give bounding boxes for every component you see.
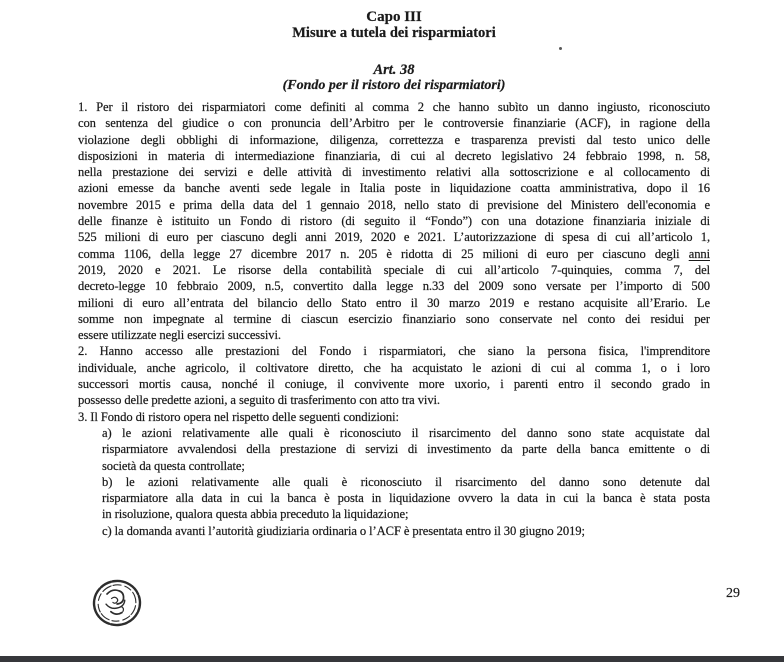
text-line: 3. Il Fondo di ristoro opera nel rispetto delle seguenti condizioni: [78,409,399,424]
article-number: Art. 38 [373,62,415,78]
text-line: somme non impegnate al termine di ciascun esercizio finanziario sono conservate nel conto dei residui per [78,311,710,326]
chapter-subtitle: Misure a tutela dei risparmiatori [292,25,496,41]
text-line: c) la domanda avanti l’autorità giudiziaria ordinaria o l’ACF è presentata entro il 30 giugno 2019; [102,523,585,538]
chapter-title: Capo III [366,9,422,25]
text-line: a) le azioni relativamente alle quali è riconosciuto il risarcimento del danno sono state acquistate dal [102,425,710,440]
scan-speckle [559,47,562,50]
text-line: in risoluzione, qualora questa abbia preceduto la liquidazione; [102,507,409,522]
text-line: società da questa controllate; [102,458,245,473]
text-line: successori mortis causa, nonché il coniuge, il convivente more uxorio, i parenti entro il secondo grado in [78,377,710,392]
paragraph-3-intro [78,409,710,425]
text-line: 2019, 2020 e 2021. Le risorse della contabilità speciale di cui all’articolo 7-quinquies, comma 7, del [78,262,710,277]
article-subtitle: (Fondo per il ristoro dei risparmiatori) [282,78,506,93]
embossed-seal-icon [89,575,146,630]
text-line: azioni emesse da banche aventi sede legale in Italia poste in liquidazione coatta amministrativa, dopo il 16 [78,181,710,196]
article-header [78,9,710,94]
item-a [78,425,710,474]
text-line: comma 1106, della legge 27 dicembre 2017 n. 205 è ridotta di 25 milioni di euro per ciascuno degli anni [78,246,710,261]
item-b [78,474,710,523]
paragraph-1 [78,99,710,343]
text-line: novembre 2015 e prima della data del 1 gennaio 2018, nello stato di previsione del Ministero dell'economia e [78,197,710,212]
text-line: nella prestazione dei servizi e delle attività di investimento relativi alla sottoscrizione e al collocamento di [78,165,710,180]
text-line: 1. Per il ristoro dei risparmiatori come definiti al comma 2 che hanno subìto un danno ingiusto, riconosciuto [78,100,710,114]
paragraph-2 [78,343,710,408]
text-line: violazione degli obblighi di informazione, diligenza, correttezza e trasparenza previsti dal testo unico delle [78,132,710,147]
text-line: delle finanze è istituito un Fondo di ristoro (di seguito il “Fondo”) con una dotazione finanziaria iniziale di [78,214,710,229]
text-line: b) le azioni relativamente alle quali è riconosciuto il risarcimento del danno sono detenute dal [102,474,710,489]
text-line: risparmiatore alla data in cui la banca è posta in liquidazione ovvero la data in cui la banca è stata posta [102,491,710,506]
text-line: con sentenza del giudice o con pronuncia dell’Arbitro per le controversie finanziarie (ACF), in ragione della [78,116,710,131]
underlined-word: anni [688,246,710,261]
text-line: risparmiatore avvalendosi della prestazione di servizi di investimento da parte della banca emittente o di [102,442,710,457]
text-line: 2. Hanno accesso alle prestazioni del Fondo i risparmiatori, che siano la persona fisica, l'imprenditore [78,344,710,359]
text-line: disposizioni in materia di intermediazione finanziaria, di cui al decreto legislativo 24 febbraio 1998, n. 58, [78,148,710,163]
page-number: 29 [726,586,740,601]
article-body [78,99,710,539]
bottom-edge-bar [0,656,784,662]
text-line: possesso delle predette azioni, a seguito di trasferimento con atto tra vivi. [78,393,440,408]
text-line: decreto-legge 10 febbraio 2009, n.5, convertito dalla legge n.33 del 2009 sono versate per l’importo di 500 [78,279,710,294]
text-line: milioni di euro all’entrata del bilancio dello Stato entro il 30 marzo 2019 e restano acquisite all’Erario. Le [78,295,710,310]
item-c [78,523,710,539]
text-line: essere utilizzate negli esercizi successivi. [78,328,281,343]
text-line: 525 milioni di euro per ciascuno degli anni 2019, 2020 e 2021. L’autorizzazione di spesa di cui all’articolo 1, [78,230,710,245]
text-line: individuale, anche agricolo, il coltivatore diretto, che ha acquistato le azioni di cui al comma 1, o i loro [78,360,710,375]
